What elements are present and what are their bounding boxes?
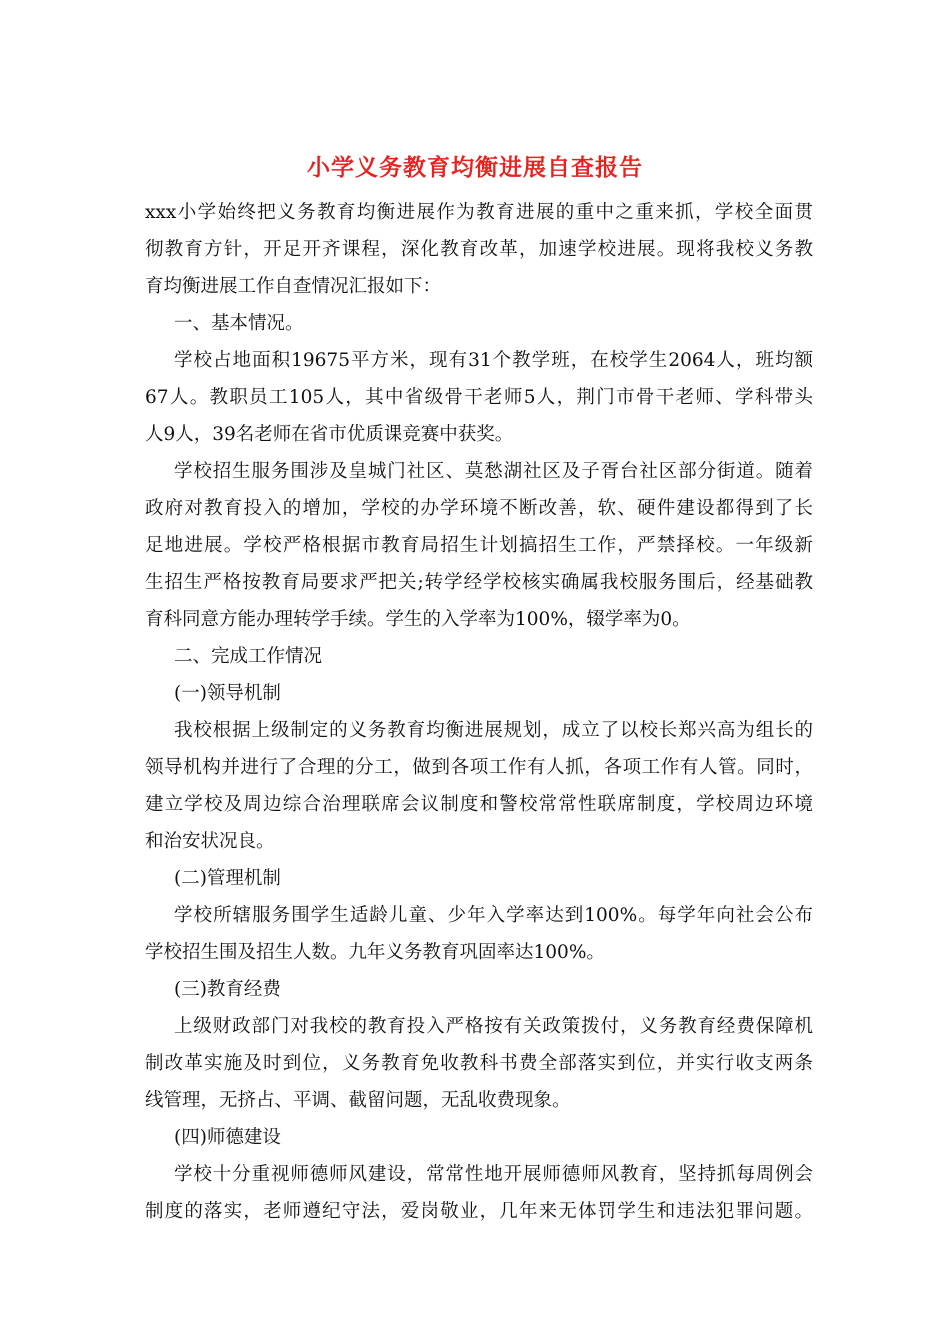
subsection-heading: (二)管理机制: [174, 868, 281, 889]
paragraph-line: 领导机构并进行了合理的分工，做到各项工作有人抓，各项工作有人管。同时，: [145, 757, 813, 778]
paragraph-line: 学校招生围及招生人数。九年义务教育巩固率达100%。: [145, 942, 605, 963]
paragraph-line: 学校十分重视师德师风建设，常常性地开展师德师风教育，坚持抓每周例会: [174, 1164, 813, 1185]
section-heading: 一、基本情况。: [174, 313, 304, 334]
subsection-heading: (四)师德建设: [174, 1127, 281, 1148]
subsection-heading: (三)教育经费: [174, 979, 281, 1000]
paragraph-line: 和治安状况良。: [145, 831, 275, 852]
paragraph-line: 线管理，无挤占、平调、截留问题，无乱收费现象。: [145, 1090, 571, 1111]
paragraph-line: 生招生严格按教育局要求严把关;转学经学校核实确属我校服务围后，经基础教: [145, 572, 813, 593]
paragraph-line: 育科同意方能办理转学手续。学生的入学率为100%，辍学率为0。: [145, 609, 691, 630]
paragraph-line: xxx小学始终把义务教育均衡进展作为教育进展的重中之重来抓，学校全面贯: [145, 202, 813, 223]
paragraph-line: 人9人，39名老师在省市优质课竞赛中获奖。: [145, 424, 514, 445]
paragraph-line: 学校所辖服务围学生适龄儿童、少年入学率达到100%。每学年向社会公布: [174, 905, 813, 926]
paragraph-line: 我校根据上级制定的义务教育均衡进展规划，成立了以校长郑兴高为组长的: [174, 720, 813, 741]
paragraph-line: 学校招生服务围涉及皇城门社区、莫愁湖社区及子胥台社区部分街道。随着: [174, 461, 813, 482]
subsection-heading: (一)领导机制: [174, 683, 281, 704]
paragraph-line: 67人。教职员工105人，其中省级骨干老师5人，荆门市骨干老师、学科带头: [145, 387, 813, 408]
paragraph-line: 上级财政部门对我校的教育投入严格按有关政策拨付，义务教育经费保障机: [174, 1016, 813, 1037]
paragraph-line: 制度的落实，老师遵纪守法，爱岗敬业，几年来无体罚学生和违法犯罪问题。: [145, 1201, 813, 1222]
paragraph-line: 育均衡进展工作自查情况汇报如下：: [145, 276, 442, 297]
paragraph-line: 学校占地面积19675平方米，现有31个教学班，在校学生2064人，班均额: [174, 350, 813, 371]
paragraph-line: 彻教育方针，开足开齐课程，深化教育改革，加速学校进展。现将我校义务教: [145, 239, 813, 260]
section-heading: 二、完成工作情况: [174, 646, 323, 667]
paragraph-line: 足地进展。学校严格根据市教育局招生计划搞招生工作，严禁择校。一年级新: [145, 535, 813, 556]
paragraph-line: 建立学校及周边综合治理联席会议制度和警校常常性联席制度，学校周边环境: [145, 794, 813, 815]
paragraph-line: 制改革实施及时到位，义务教育免收教科书费全部落实到位，并实行收支两条: [145, 1053, 813, 1074]
paragraph-line: 政府对教育投入的增加，学校的办学环境不断改善，软、硬件建设都得到了长: [145, 498, 813, 519]
document-title: 小学义务教育均衡进展自查报告: [307, 154, 643, 181]
